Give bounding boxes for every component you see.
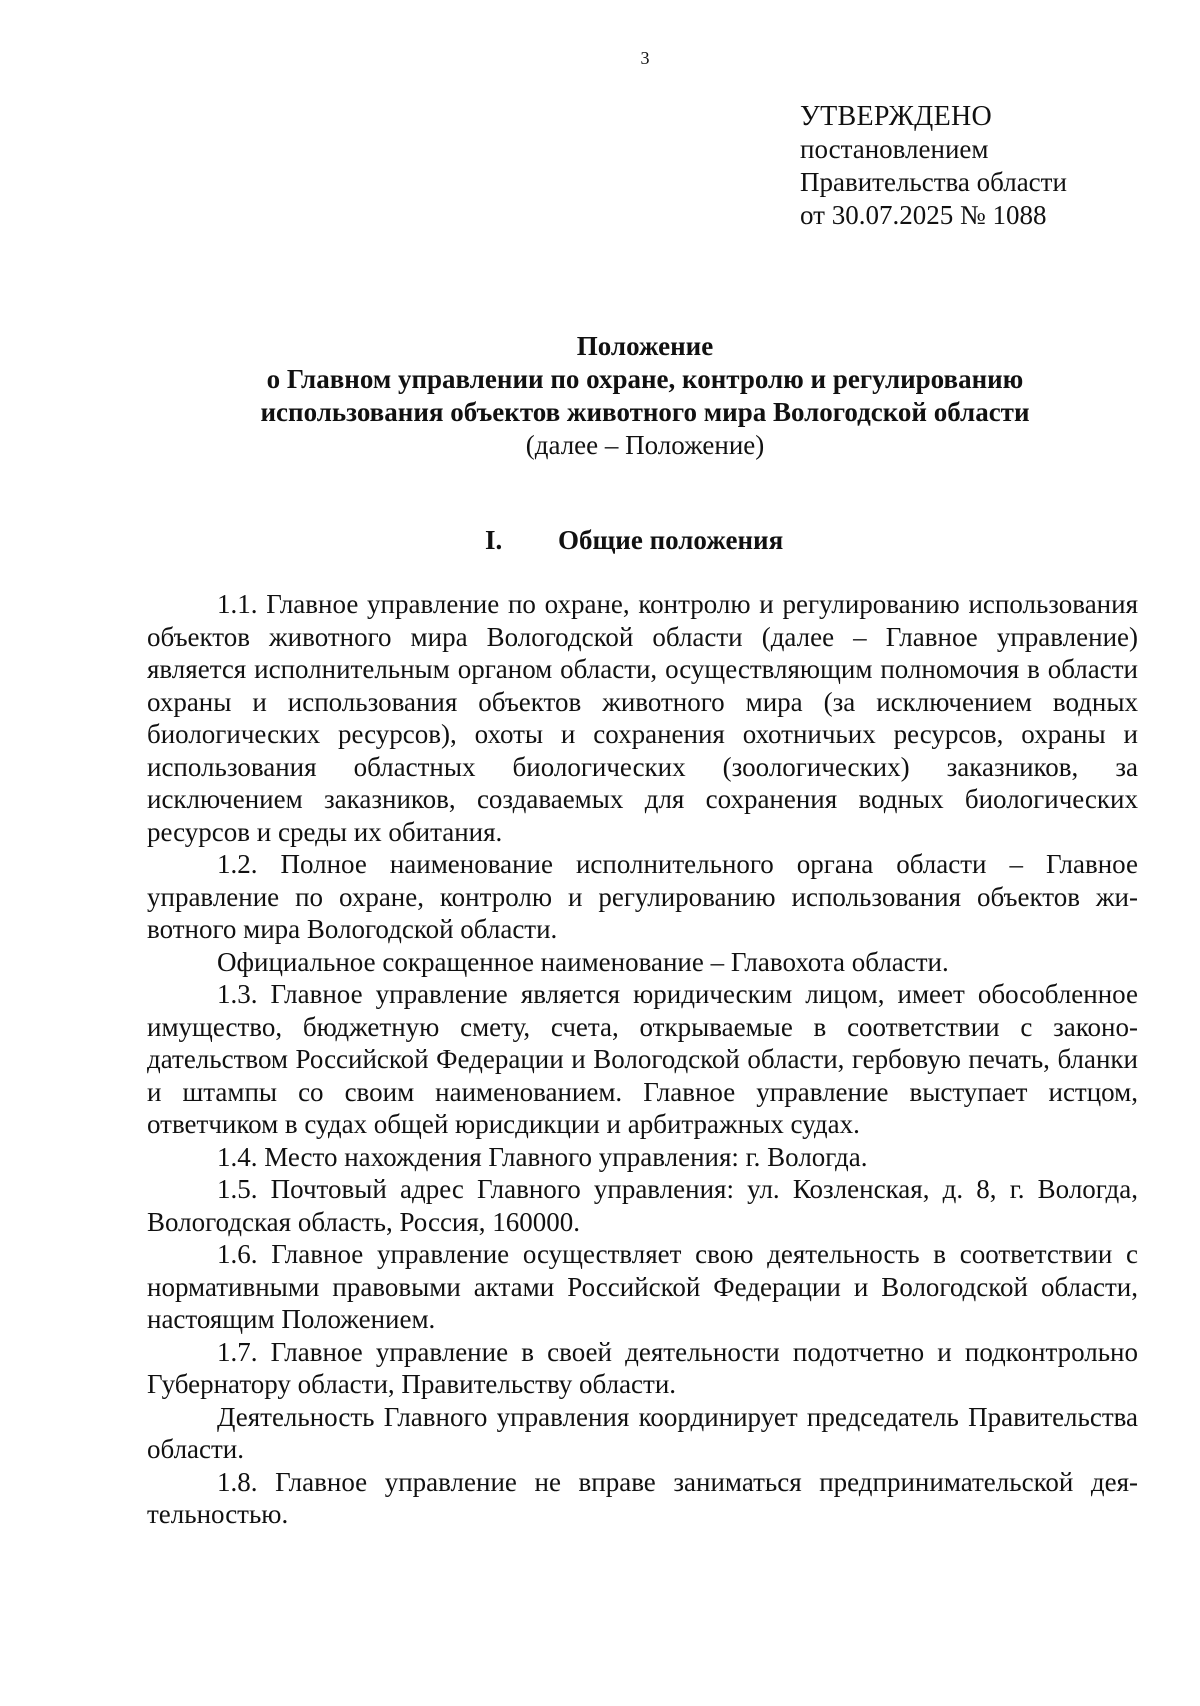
document-title-line: о Главном управлении по охране, контролю и регулированию bbox=[266, 364, 1024, 394]
approval-line: Правительства области bbox=[800, 167, 1067, 197]
approval-stamp bbox=[800, 100, 1067, 232]
page-number: 3 bbox=[640, 48, 650, 68]
paragraph: Официальное сокращенное наименование – Главохота области. bbox=[217, 946, 949, 977]
paragraph: 1.4. Место нахождения Главного управления: г. Вологда. bbox=[217, 1141, 868, 1172]
document-title bbox=[150, 330, 1140, 462]
paragraph: 1.2. Полное наименование исполнительного органа области – Главное управление по охране, контролю и регулированию использования объектов животного мира Вологодской области. bbox=[147, 849, 1138, 944]
paragraph: 1.6. Главное управление осуществляет свою деятельность в соответствии с нормативными правовыми актами Российской Федерации и Вологодской области, настоящим Положением. bbox=[147, 1239, 1138, 1334]
approval-line: постановлением bbox=[800, 134, 989, 164]
section-number: I. bbox=[485, 525, 503, 555]
paragraph: 1.8. Главное управление не вправе заниматься предпринимательской деятельностью. bbox=[147, 1466, 1138, 1529]
document-title-note: (далее – Положение) bbox=[525, 430, 765, 460]
document-title-line: использования объектов животного мира Вологодской области bbox=[260, 397, 1030, 427]
paragraph: 1.1. Главное управление по охране, контролю и регулированию использования объектов животного мира Вологодской области (далее – Главное управление) является исполнительным органом области, осуществляющим полномочия в области охраны и использования объектов животного мира (за исключением водных биологических ресурсов), охоты и сохранения охотничьих ресурсов, охраны и использования областных биологических (зоологических) заказников, за исключением заказников, создаваемых для сохранения водных биологических ресурсов и среды их обитания. bbox=[147, 589, 1138, 847]
body-text bbox=[147, 588, 1138, 1531]
paragraph: 1.5. Почтовый адрес Главного управления: ул. Козленская, д. 8, г. Вологда, Вологодская область, Россия, 160000. bbox=[147, 1174, 1138, 1237]
paragraph: 1.7. Главное управление в своей деятельности подотчетно и подконтрольно Губернатору области, Правительству области. bbox=[147, 1336, 1138, 1399]
paragraph: Деятельность Главного управления координирует председатель Правительства области. bbox=[147, 1401, 1138, 1464]
paragraph: 1.3. Главное управление является юридическим лицом, имеет обособленное имущество, бюджетную смету, счета, открываемые в соответствии с законодательством Российской Федерации и Вологодской области, гербовую печать, бланки и штампы со своим наименованием. Главное управление выступает истцом, ответчиком в судах общей юрисдикции и арбитражных судах. bbox=[147, 979, 1138, 1139]
section-title: Общие положения bbox=[558, 525, 784, 555]
approval-title: УТВЕРЖДЕНО bbox=[800, 101, 993, 132]
document-title-heading: Положение bbox=[576, 331, 714, 361]
approval-date-number: от 30.07.2025 № 1088 bbox=[800, 200, 1047, 230]
